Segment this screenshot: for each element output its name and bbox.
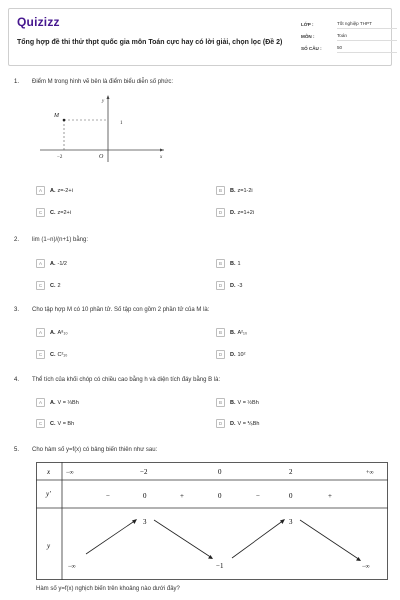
- option-text: 2: [57, 282, 61, 289]
- option-text: V = Bh: [57, 420, 75, 427]
- variation-table: [36, 462, 388, 580]
- arrow-down-2: [300, 520, 360, 560]
- yprime-zero-2: 0: [218, 492, 222, 500]
- option-text: z=2+i: [57, 209, 71, 216]
- yprime-row-label: y': [46, 490, 51, 498]
- y-value-2: 3: [143, 518, 147, 526]
- yprime-sign-3: −: [256, 492, 260, 500]
- option-key: A.: [50, 260, 56, 267]
- option-text: V = ⅙Bh: [237, 420, 260, 427]
- option-box: C: [36, 208, 45, 217]
- question-5-followup: Hàm số y=f(x) nghịch biến trên khoảng nào dưới đây?: [36, 586, 180, 592]
- option-key: D.: [230, 351, 236, 358]
- y-row-label: y: [47, 542, 51, 550]
- option-box: D: [216, 281, 225, 290]
- y-value-1: −∞: [68, 564, 76, 570]
- option-text: -3: [237, 282, 243, 289]
- option-d[interactable]: [216, 419, 260, 428]
- option-box: B: [216, 259, 225, 268]
- option-text: z=1+2i: [237, 209, 255, 216]
- option-key: C.: [50, 351, 56, 358]
- option-text: z=1-2i: [237, 187, 253, 194]
- option-text: A⁸₁₀: [57, 329, 68, 336]
- option-text: C²₁₀: [57, 351, 68, 358]
- arrow-up-1: [86, 520, 136, 554]
- option-key: B.: [230, 399, 236, 406]
- option-key: B.: [230, 187, 236, 194]
- option-b[interactable]: [216, 186, 253, 195]
- option-box: D: [216, 419, 225, 428]
- point-label: M: [54, 113, 59, 119]
- x-tick-label: −2: [57, 155, 63, 160]
- question-number: 3.: [14, 307, 20, 313]
- option-box: C: [36, 350, 45, 359]
- option-key: B.: [230, 329, 236, 336]
- meta-info: [301, 18, 397, 54]
- yprime-sign-4: +: [328, 492, 332, 500]
- arrow-down-1: [154, 520, 212, 558]
- quizizz-logo: Quizizz: [17, 15, 60, 29]
- question-text: Cho hàm số y=f(x) có bảng biến thiên như sau:: [32, 447, 158, 453]
- x-value-1: −∞: [66, 470, 74, 476]
- option-c[interactable]: [36, 350, 67, 359]
- y-axis-label: y: [102, 99, 105, 104]
- option-a[interactable]: [36, 259, 67, 268]
- x-axis-arrow: [160, 149, 164, 152]
- option-text: A²₁₀: [237, 329, 248, 336]
- x-value-5: +∞: [366, 470, 374, 476]
- option-box: D: [216, 208, 225, 217]
- arrowhead-up-1: [132, 519, 137, 524]
- yprime-zero-3: 0: [289, 492, 293, 500]
- meta-label-class: LỚP :: [301, 21, 314, 27]
- meta-value-count: 50: [337, 43, 397, 53]
- option-key: B.: [230, 260, 236, 267]
- meta-label-count: SỐ CÂU :: [301, 45, 322, 51]
- option-c[interactable]: [36, 208, 71, 217]
- y-value-3: −1: [216, 562, 224, 570]
- option-a[interactable]: [36, 186, 73, 195]
- y-value-5: −∞: [362, 564, 370, 570]
- option-box: A: [36, 259, 45, 268]
- origin-label: O: [99, 154, 104, 160]
- y-tick-label: 1: [120, 121, 123, 126]
- option-c[interactable]: [36, 419, 74, 428]
- x-value-3: 0: [218, 468, 222, 476]
- option-box: C: [36, 281, 45, 290]
- option-d[interactable]: [216, 208, 254, 217]
- y-axis-arrow: [107, 95, 110, 99]
- option-b[interactable]: [216, 259, 241, 268]
- meta-value-class: Tốt nghiệp THPT: [337, 19, 397, 29]
- meta-value-subject: Toán: [337, 31, 397, 41]
- option-text: V = ½Bh: [237, 399, 259, 406]
- option-d[interactable]: [216, 350, 245, 359]
- point-m: [63, 119, 66, 122]
- question-number: 1.: [14, 79, 20, 85]
- option-box: A: [36, 398, 45, 407]
- document-title: Tổng hợp đề thi thử thpt quốc gia môn Toán cực hay có lời giải, chọn lọc (Đề 2): [17, 39, 283, 46]
- yprime-zero-1: 0: [143, 492, 147, 500]
- option-text: 1: [237, 260, 241, 267]
- option-a[interactable]: [36, 328, 68, 337]
- option-c[interactable]: [36, 281, 61, 290]
- option-key: A.: [50, 329, 56, 336]
- option-a[interactable]: [36, 398, 79, 407]
- option-box: C: [36, 419, 45, 428]
- question-number: 5.: [14, 447, 20, 453]
- option-text: z=-2+i: [57, 187, 73, 194]
- yprime-sign-2: +: [180, 492, 184, 500]
- yprime-sign-1: −: [106, 492, 110, 500]
- option-key: C.: [50, 209, 56, 216]
- option-box: B: [216, 186, 225, 195]
- option-key: D.: [230, 282, 236, 289]
- question-text: Thể tích của khối chóp có chiều cao bằng h và diện tích đáy bằng B là:: [32, 377, 221, 383]
- question-text: Cho tập hợp M có 10 phần tử. Số tập con gồm 2 phần tử của M là:: [32, 307, 210, 313]
- option-b[interactable]: [216, 398, 259, 407]
- option-box: D: [216, 350, 225, 359]
- question-text: Điểm M trong hình vẽ bên là điểm biểu diễn số phức:: [32, 79, 174, 85]
- option-b[interactable]: [216, 328, 247, 337]
- option-key: D.: [230, 209, 236, 216]
- option-key: C.: [50, 420, 56, 427]
- arrow-up-2: [232, 520, 284, 558]
- arrowhead-up-2: [280, 519, 285, 524]
- document-header: [8, 8, 392, 66]
- option-box: A: [36, 186, 45, 195]
- meta-label-subject: MÔN :: [301, 33, 315, 39]
- question-number: 2.: [14, 237, 20, 243]
- complex-plane-figure: [36, 92, 166, 164]
- option-text: 10²: [237, 351, 246, 358]
- x-value-4: 2: [289, 468, 293, 476]
- option-box: A: [36, 328, 45, 337]
- option-key: A.: [50, 399, 56, 406]
- option-key: D.: [230, 420, 236, 427]
- option-box: B: [216, 328, 225, 337]
- x-row-label: x: [47, 468, 51, 476]
- option-text: -1/2: [57, 260, 67, 267]
- option-key: A.: [50, 187, 56, 194]
- y-value-4: 3: [289, 518, 293, 526]
- x-axis-label: x: [160, 155, 163, 160]
- meta-row-class: [301, 18, 397, 30]
- option-text: V = ⅓Bh: [57, 399, 79, 406]
- meta-row-subject: [301, 30, 397, 42]
- meta-row-count: [301, 42, 397, 54]
- option-key: C.: [50, 282, 56, 289]
- option-box: B: [216, 398, 225, 407]
- x-value-2: −2: [140, 468, 148, 476]
- question-number: 4.: [14, 377, 20, 383]
- option-d[interactable]: [216, 281, 242, 290]
- question-text: lim (1−n)/(n+1) bằng:: [32, 237, 89, 243]
